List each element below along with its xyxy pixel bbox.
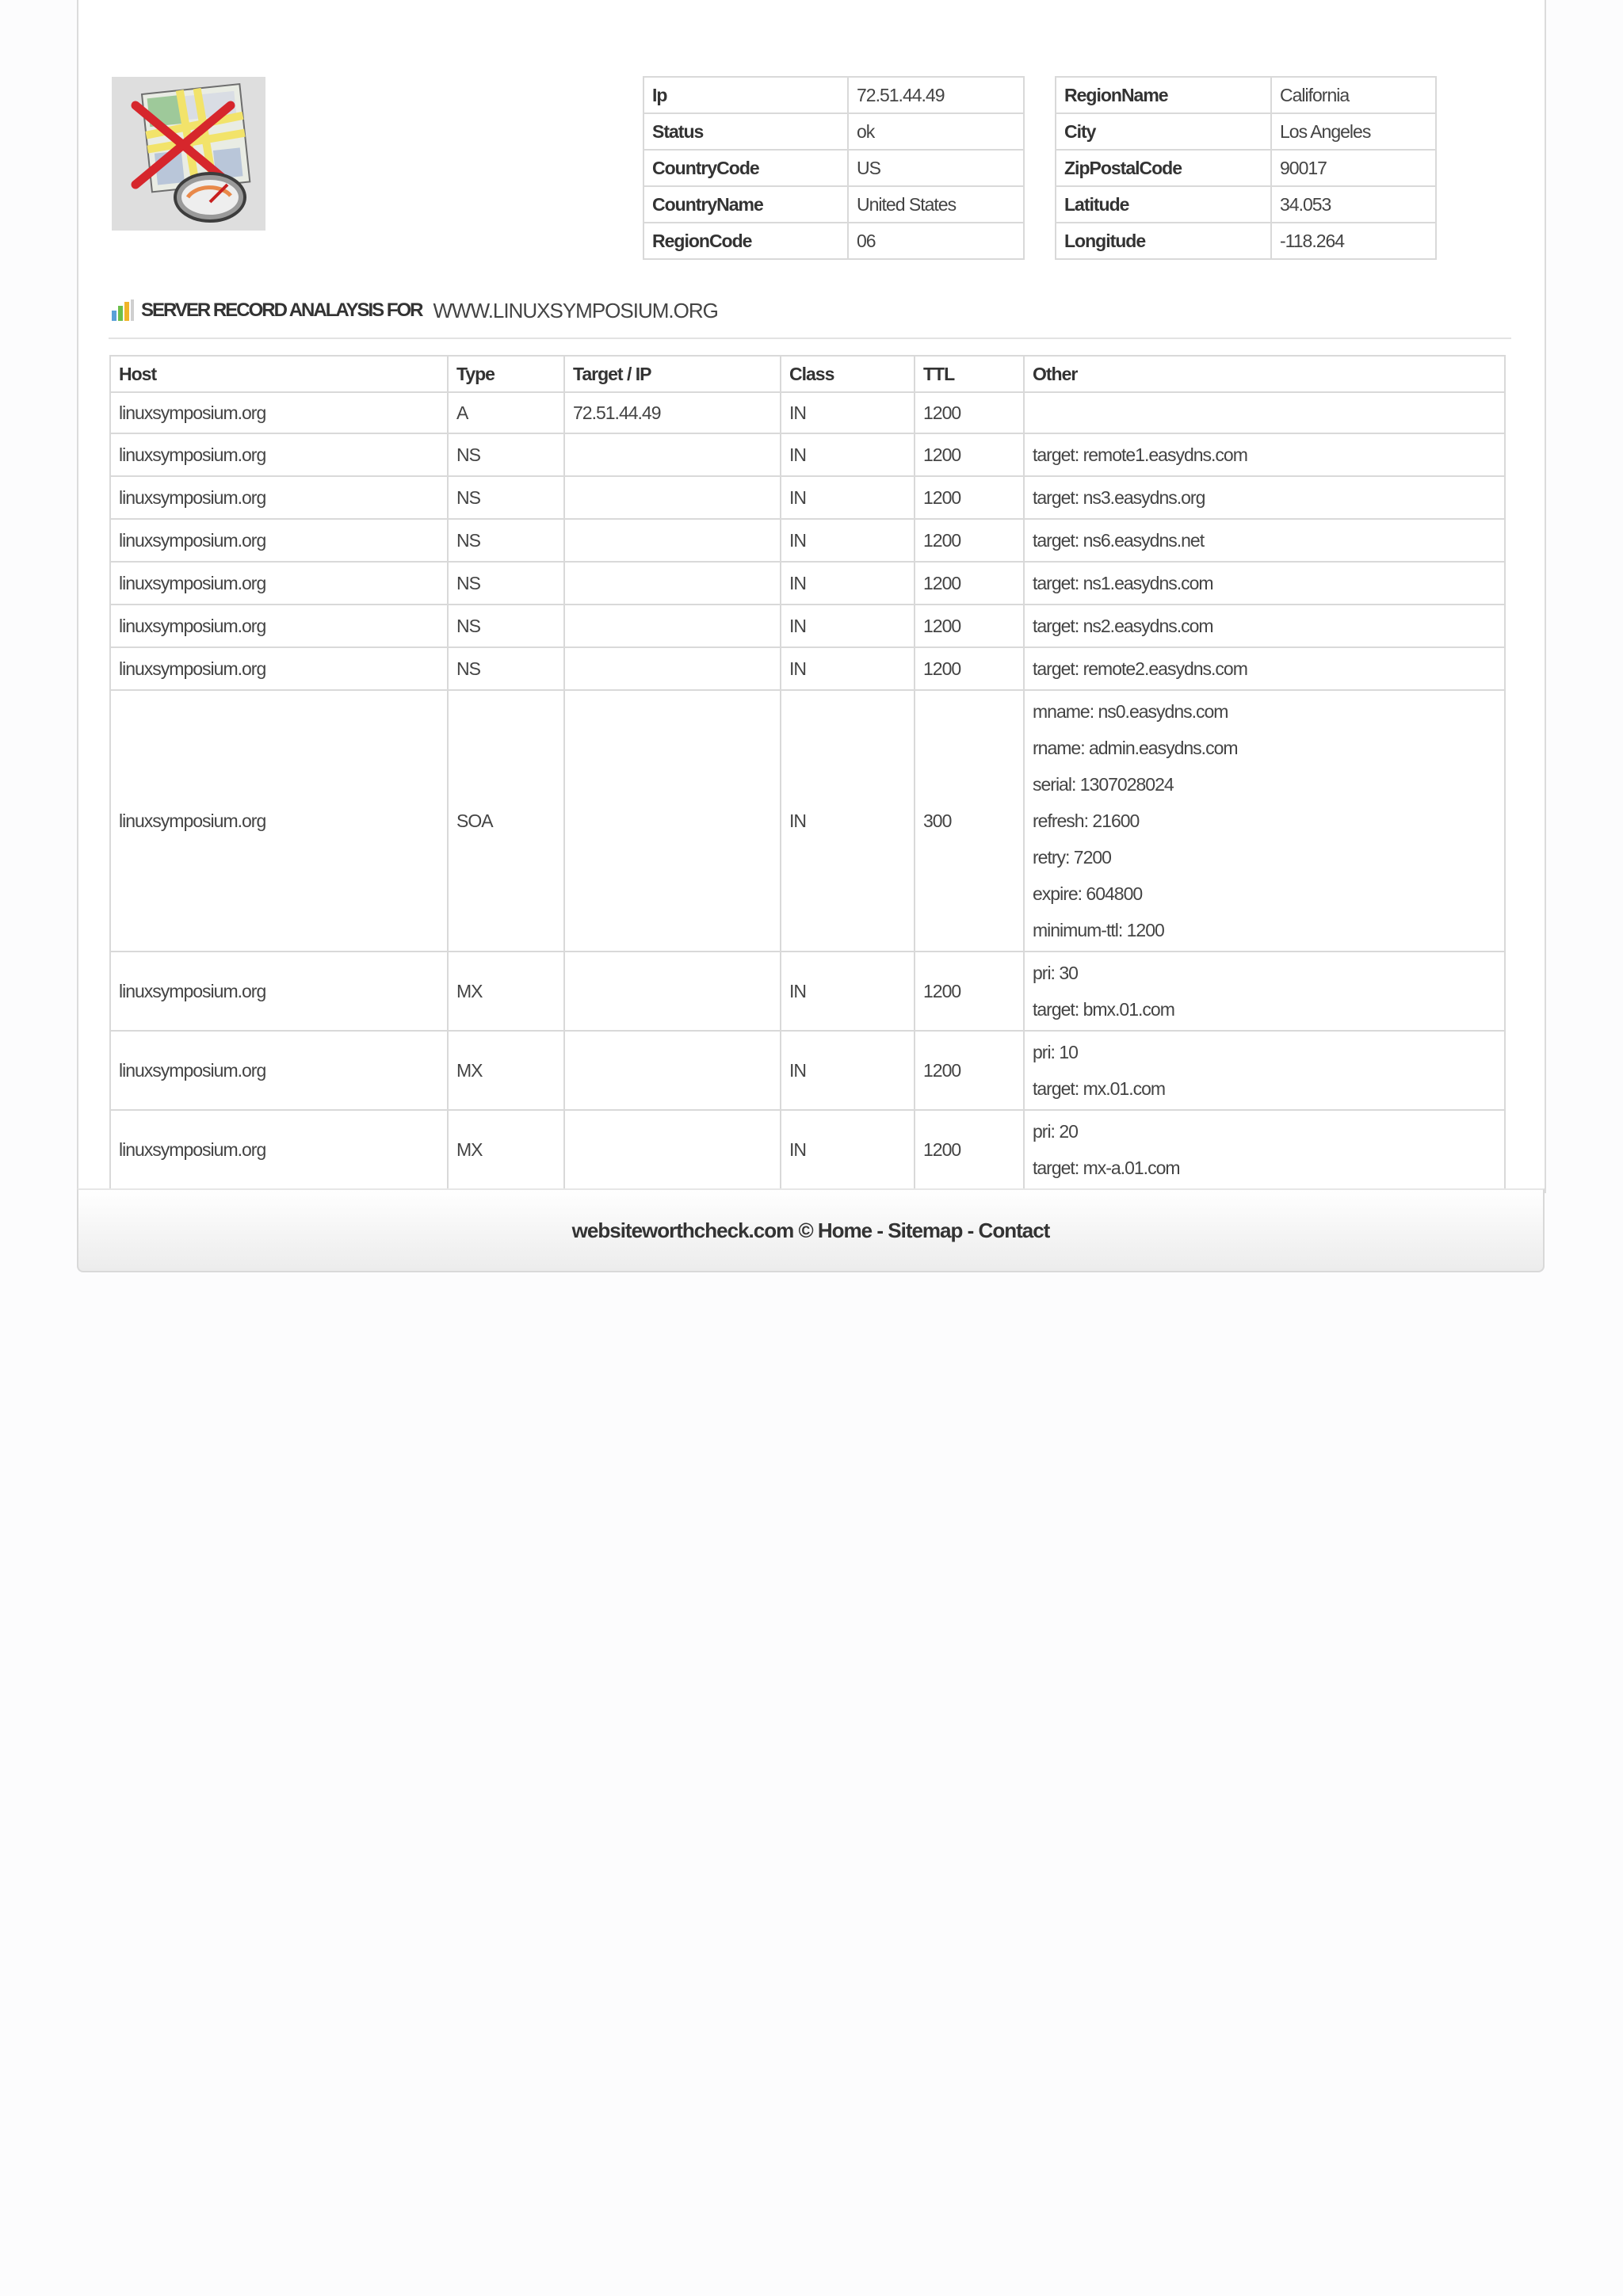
other-line: target: ns3.easydns.org — [1033, 487, 1205, 508]
cell-class: IN — [781, 519, 915, 562]
footer-site-name: websiteworthcheck.com — [571, 1218, 794, 1242]
other-line: target: ns6.easydns.net — [1033, 530, 1205, 551]
column-header-type: Type — [448, 356, 564, 392]
footer-separator: - — [967, 1218, 974, 1242]
cell-ttl: 1200 — [915, 562, 1024, 605]
cell-target — [564, 476, 781, 519]
table-row — [1056, 223, 1436, 259]
table-row — [643, 113, 1024, 150]
cell-type: NS — [448, 433, 564, 476]
geo-key: CountryCode — [643, 150, 848, 186]
table-row — [110, 562, 1505, 605]
map-unavailable-icon — [112, 77, 265, 231]
cell-other — [1024, 605, 1505, 647]
geo-value: 34.053 — [1271, 186, 1436, 223]
section-title: SERVER RECORD ANALAYSIS FOR — [141, 299, 422, 321]
cell-other — [1024, 519, 1505, 562]
cell-target — [564, 605, 781, 647]
geo-value: 72.51.44.49 — [848, 77, 1024, 113]
cell-other — [1024, 433, 1505, 476]
table-row — [110, 519, 1505, 562]
table-row — [110, 952, 1505, 1031]
other-line: retry: 7200 — [1033, 847, 1111, 868]
footer — [77, 1188, 1545, 1272]
geo-value: California — [1271, 77, 1436, 113]
table-row — [110, 690, 1505, 952]
cell-target — [564, 519, 781, 562]
cell-ttl: 1200 — [915, 647, 1024, 690]
other-line: target: bmx.01.com — [1033, 999, 1174, 1020]
cell-class: IN — [781, 952, 915, 1031]
table-row — [110, 1031, 1505, 1110]
geo-key: RegionName — [1056, 77, 1271, 113]
geo-key: City — [1056, 113, 1271, 150]
geo-key: ZipPostalCode — [1056, 150, 1271, 186]
cell-class: IN — [781, 1110, 915, 1189]
cell-other — [1024, 1031, 1505, 1110]
geo-key: RegionCode — [643, 223, 848, 259]
cell-type: NS — [448, 647, 564, 690]
table-row — [643, 150, 1024, 186]
cell-ttl: 1200 — [915, 476, 1024, 519]
section-heading — [111, 298, 718, 323]
other-line: target: mx-a.01.com — [1033, 1158, 1180, 1178]
table-row — [1056, 186, 1436, 223]
other-line: pri: 20 — [1033, 1121, 1078, 1142]
cell-host: linuxsymposium.org — [110, 690, 448, 952]
cell-host: linuxsymposium.org — [110, 519, 448, 562]
cell-ttl: 300 — [915, 690, 1024, 952]
geo-key: CountryName — [643, 186, 848, 223]
other-line: serial: 1307028024 — [1033, 774, 1174, 795]
other-line: mname: ns0.easydns.com — [1033, 701, 1228, 722]
cell-host: linuxsymposium.org — [110, 562, 448, 605]
geo-key: Ip — [643, 77, 848, 113]
other-line: target: remote2.easydns.com — [1033, 658, 1247, 679]
footer-separator: - — [876, 1218, 884, 1242]
section-domain: WWW.LINUXSYMPOSIUM.ORG — [433, 298, 718, 322]
cell-target — [564, 647, 781, 690]
cell-class: IN — [781, 1031, 915, 1110]
cell-type: A — [448, 392, 564, 433]
cell-host: linuxsymposium.org — [110, 1031, 448, 1110]
cell-type: NS — [448, 476, 564, 519]
cell-target — [564, 562, 781, 605]
other-line: target: ns2.easydns.com — [1033, 616, 1213, 636]
divider — [109, 338, 1511, 339]
map-thumbnail — [112, 77, 265, 231]
footer-link-home[interactable]: Home — [817, 1218, 873, 1242]
column-header-ttl: TTL — [915, 356, 1024, 392]
cell-host: linuxsymposium.org — [110, 476, 448, 519]
cell-ttl: 1200 — [915, 519, 1024, 562]
geo-value: 06 — [848, 223, 1024, 259]
cell-host: linuxsymposium.org — [110, 1110, 448, 1189]
table-row — [110, 647, 1505, 690]
table-row — [643, 223, 1024, 259]
table-row — [110, 1110, 1505, 1189]
geo-key: Status — [643, 113, 848, 150]
geo-value: US — [848, 150, 1024, 186]
geo-value: -118.264 — [1271, 223, 1436, 259]
cell-type: MX — [448, 1031, 564, 1110]
cell-other — [1024, 562, 1505, 605]
cell-host: linuxsymposium.org — [110, 433, 448, 476]
cell-type: MX — [448, 952, 564, 1031]
geo-info-table-left — [643, 76, 1025, 260]
cell-ttl: 1200 — [915, 1110, 1024, 1189]
table-row — [110, 476, 1505, 519]
cell-other — [1024, 952, 1505, 1031]
column-header-other: Other — [1024, 356, 1505, 392]
cell-host: linuxsymposium.org — [110, 392, 448, 433]
cell-class: IN — [781, 562, 915, 605]
cell-target — [564, 1110, 781, 1189]
cell-type: NS — [448, 519, 564, 562]
cell-ttl: 1200 — [915, 952, 1024, 1031]
cell-other — [1024, 1110, 1505, 1189]
table-row — [643, 77, 1024, 113]
other-line: rname: admin.easydns.com — [1033, 738, 1238, 758]
cell-class: IN — [781, 433, 915, 476]
cell-other — [1024, 690, 1505, 952]
cell-host: linuxsymposium.org — [110, 952, 448, 1031]
dns-records-table — [109, 355, 1506, 1190]
geo-value: 90017 — [1271, 150, 1436, 186]
cell-type: NS — [448, 562, 564, 605]
column-header-target: Target / IP — [564, 356, 781, 392]
copyright-symbol: © — [798, 1218, 813, 1242]
geo-key: Longitude — [1056, 223, 1271, 259]
table-row — [1056, 150, 1436, 186]
table-row — [110, 392, 1505, 433]
cell-type: NS — [448, 605, 564, 647]
table-row — [643, 186, 1024, 223]
cell-target — [564, 1031, 781, 1110]
cell-ttl: 1200 — [915, 433, 1024, 476]
cell-type: SOA — [448, 690, 564, 952]
cell-class: IN — [781, 605, 915, 647]
cell-ttl: 1200 — [915, 392, 1024, 433]
other-line: expire: 604800 — [1033, 883, 1143, 904]
cell-host: linuxsymposium.org — [110, 605, 448, 647]
cell-target — [564, 952, 781, 1031]
other-line: target: ns1.easydns.com — [1033, 573, 1213, 593]
cell-target — [564, 690, 781, 952]
bar-chart-icon — [111, 299, 135, 322]
cell-target: 72.51.44.49 — [564, 392, 781, 433]
other-line: target: mx.01.com — [1033, 1078, 1166, 1099]
cell-class: IN — [781, 690, 915, 952]
other-line: minimum-ttl: 1200 — [1033, 920, 1164, 940]
other-line: refresh: 21600 — [1033, 810, 1140, 831]
footer-link-contact[interactable]: Contact — [978, 1218, 1050, 1242]
geo-info-table-right — [1055, 76, 1437, 260]
cell-ttl: 1200 — [915, 605, 1024, 647]
geo-value: United States — [848, 186, 1024, 223]
other-line: target: remote1.easydns.com — [1033, 444, 1247, 465]
table-row — [110, 605, 1505, 647]
cell-class: IN — [781, 647, 915, 690]
table-header-row — [110, 356, 1505, 392]
table-row — [1056, 77, 1436, 113]
column-header-class: Class — [781, 356, 915, 392]
cell-class: IN — [781, 392, 915, 433]
column-header-host: Host — [110, 356, 448, 392]
geo-value: ok — [848, 113, 1024, 150]
geo-value: Los Angeles — [1271, 113, 1436, 150]
table-row — [110, 433, 1505, 476]
other-line: pri: 30 — [1033, 963, 1078, 983]
other-line: pri: 10 — [1033, 1042, 1078, 1062]
cell-other — [1024, 476, 1505, 519]
cell-type: MX — [448, 1110, 564, 1189]
table-row — [1056, 113, 1436, 150]
footer-link-sitemap[interactable]: Sitemap — [888, 1218, 963, 1242]
cell-other — [1024, 392, 1505, 433]
cell-class: IN — [781, 476, 915, 519]
geo-key: Latitude — [1056, 186, 1271, 223]
cell-other — [1024, 647, 1505, 690]
cell-host: linuxsymposium.org — [110, 647, 448, 690]
cell-ttl: 1200 — [915, 1031, 1024, 1110]
cell-target — [564, 433, 781, 476]
